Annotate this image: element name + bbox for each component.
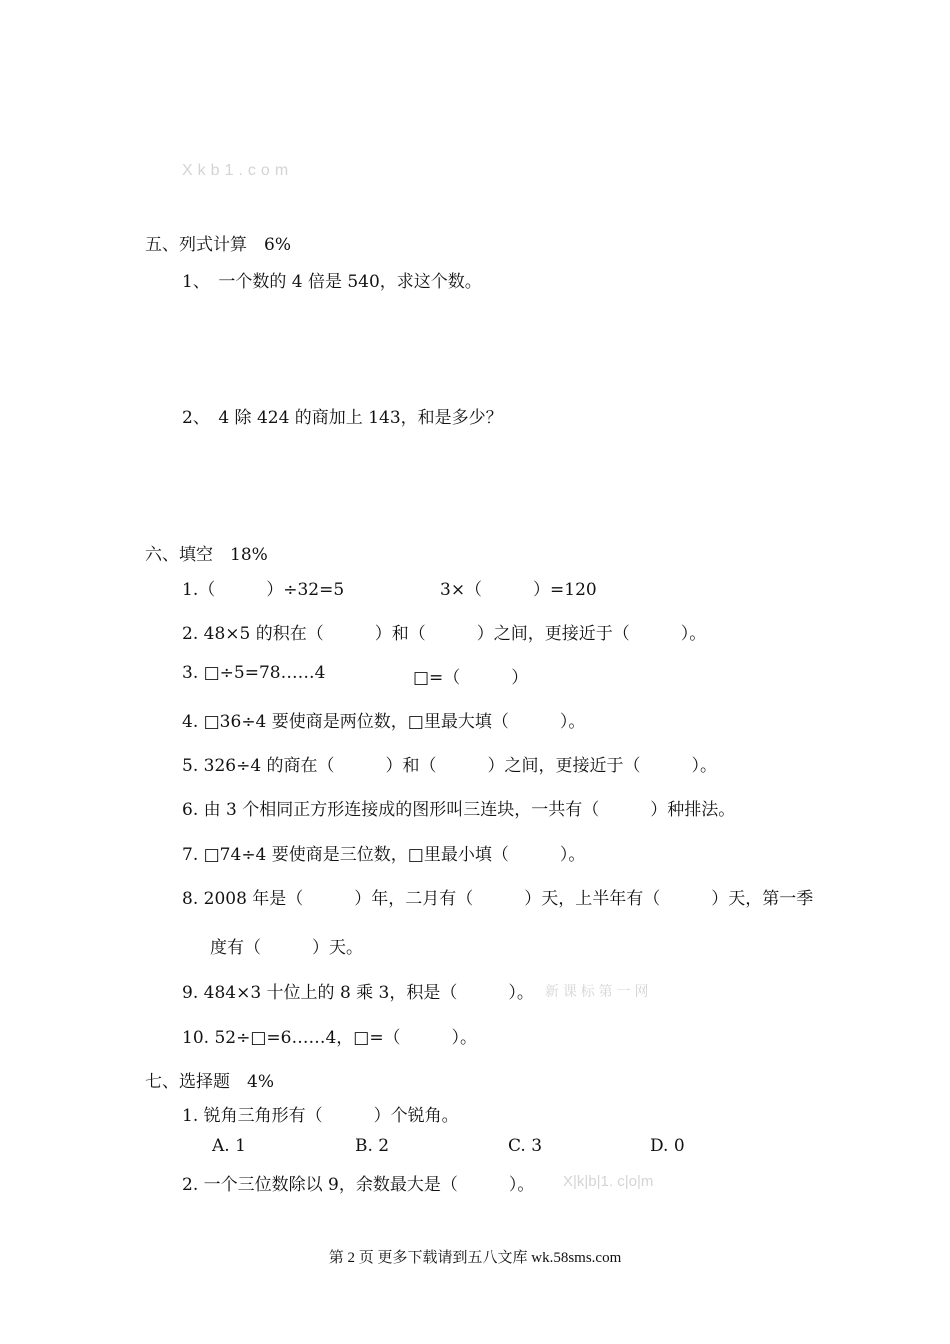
choice-option-a: A. 1 [212,1136,246,1156]
watermark-top: Xkb1.com [182,162,294,179]
fill-question-2: 2. 48×5 的积在（ ）和（ ）之间，更接近于（ ）。 [182,624,707,644]
fill-question-3b: □=（ ） [413,668,529,688]
section-six-heading: 六、填空 18% [145,545,268,565]
watermark-choice-2: X|k|b|1. c|o|m [563,1173,654,1190]
section-five-item-1: 1、 一个数的 4 倍是 540，求这个数。 [182,272,482,292]
fill-question-9: 9. 484×3 十位上的 8 乘 3，积是（ ）。 [182,983,534,1003]
fill-question-4: 4. □36÷4 要使商是两位数，□里最大填（ ）。 [182,712,586,732]
fill-question-8-line-2: 度有（ ）天。 [210,938,363,958]
choice-question-2: 2. 一个三位数除以 9，余数最大是（ ）。 [182,1175,535,1195]
choice-option-c: C. 3 [508,1136,543,1156]
section-five-item-2: 2、 4 除 424 的商加上 143，和是多少？ [182,408,503,428]
fill-question-6: 6. 由 3 个相同正方形连接成的图形叫三连块，一共有（ ）种排法。 [182,800,736,820]
fill-question-3a: 3. □÷5=78……4 [182,663,326,683]
fill-question-5: 5. 326÷4 的商在（ ）和（ ）之间，更接近于（ ）。 [182,756,718,776]
section-five-heading: 五、列式计算 6% [145,235,291,255]
section-seven-heading: 七、选择题 4% [145,1072,274,1092]
page-footer: 第 2 页 更多下载请到五八文库 wk.58sms.com [328,1250,622,1266]
fill-question-7: 7. □74÷4 要使商是三位数，□里最小填（ ）。 [182,845,586,865]
fill-question-8-line-1: 8. 2008 年是（ ）年，二月有（ ）天，上半年有（ ）天，第一季 [182,889,814,909]
choice-option-b: B. 2 [355,1136,390,1156]
choice-question-1: 1. 锐角三角形有（ ）个锐角。 [182,1106,459,1126]
choice-option-d: D. 0 [650,1136,685,1156]
fill-question-1b: 3×（ ）=120 [440,580,597,600]
watermark-line-9: 新 课 标 第 一 网 [545,983,649,999]
fill-question-1a: 1.（ ）÷32=5 [182,580,345,600]
fill-question-10: 10. 52÷□=6……4，□=（ ）。 [182,1028,478,1048]
